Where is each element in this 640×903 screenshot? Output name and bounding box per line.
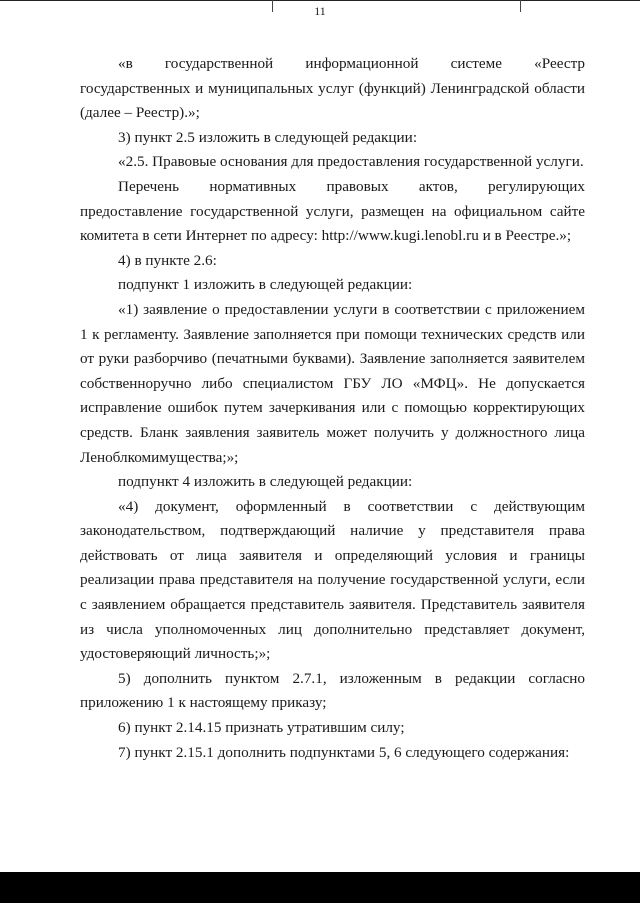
text-line: с заявлением обращается представитель заявителя. Представитель заявителя: [80, 596, 585, 614]
document-body: [80, 52, 585, 765]
text-line: действовать от лица заявителя и определяющий условия и границы: [80, 546, 585, 564]
text-line: законодательством, подтверждающий наличие у представителя права: [80, 522, 585, 540]
text-line: предоставление государственной услуги, размещен на официальном сайте: [80, 202, 585, 220]
text-line: из числа уполномоченных лиц дополнительно представляет документ,: [80, 620, 585, 638]
text-line: комитета в сети Интернет по адресу: http://www.kugi.lenobl.ru и в Реестре.»;: [80, 227, 572, 245]
text-line: 7) пункт 2.15.1 дополнить подпунктами 5, 6 следующего содержания:: [118, 743, 570, 761]
text-line: 1 к регламенту. Заявление заполняется при помощи технических средств или: [80, 325, 585, 343]
text-line: 6) пункт 2.14.15 признать утратившим силу;: [118, 719, 405, 737]
text-line: государственных и муниципальных услуг (функций) Ленинградской области: [80, 79, 585, 97]
text-line: средств. Бланк заявления заявитель может получить у должностного лица: [80, 423, 585, 441]
text-line: приложению 1 к настоящему приказу;: [80, 694, 327, 712]
text-line: «2.5. Правовые основания для предоставления государственной услуги.: [118, 153, 584, 171]
text-line: 5) дополнить пунктом 2.7.1, изложенным в редакции согласно: [118, 669, 585, 687]
scan-bottom-band: [0, 872, 640, 903]
text-line: Леноблкомимущества;»;: [80, 448, 239, 466]
text-line: подпункт 4 изложить в следующей редакции:: [118, 473, 413, 491]
scan-top-edge: [0, 0, 640, 1]
text-line: подпункт 1 изложить в следующей редакции:: [118, 276, 413, 294]
page-number: 11: [314, 4, 326, 18]
text-line: (далее – Реестр).»;: [80, 104, 200, 122]
text-line: 4) в пункте 2.6:: [118, 251, 217, 269]
text-line: Перечень нормативных правовых актов, регулирующих: [118, 177, 585, 195]
text-line: от руки разборчиво (печатными буквами). Заявление заполняется заявителем: [80, 350, 585, 368]
text-line: 3) пункт 2.5 изложить в следующей редакции:: [118, 128, 418, 146]
text-line: собственноручно либо специалистом ГБУ ЛО «МФЦ». Не допускается: [80, 374, 585, 392]
text-line: «4) документ, оформленный в соответствии с действующим: [118, 497, 585, 515]
text-line: удостоверяющий личность;»;: [80, 645, 271, 663]
text-line: «в государственной информационной системе «Реестр: [118, 55, 585, 72]
text-line: «1) заявление о предоставлении услуги в соответствии с приложением: [118, 300, 585, 318]
text-line: исправление ошибок путем зачеркивания или с помощью корректирующих: [80, 399, 585, 417]
text-line: реализации права представителя на получение государственной услуги, если: [80, 571, 585, 589]
